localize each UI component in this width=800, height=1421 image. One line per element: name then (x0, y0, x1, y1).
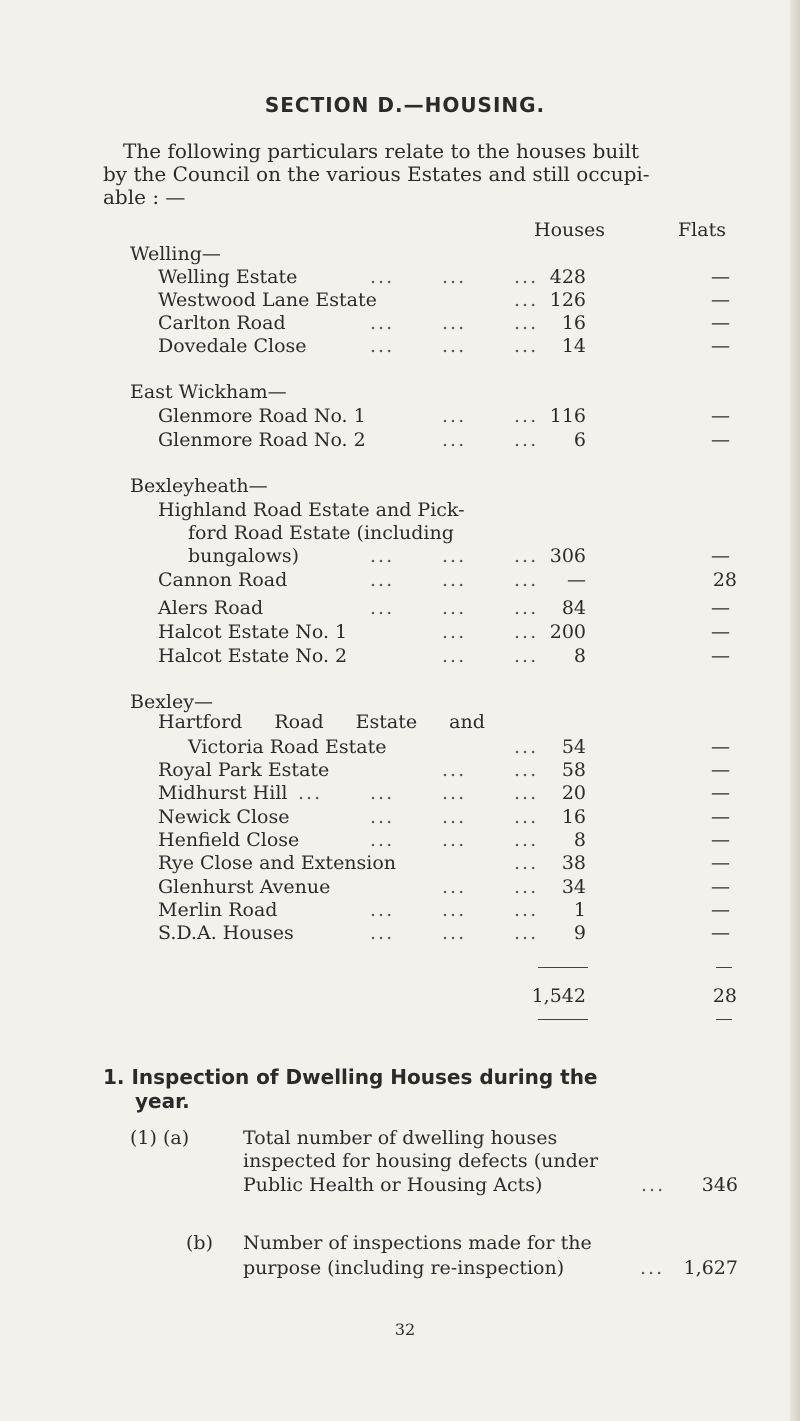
leader-dots: ... (442, 266, 467, 288)
leader-dots: ... (370, 899, 395, 921)
table-row (158, 428, 586, 452)
leader-dots: ... (514, 876, 539, 898)
intro-line: by the Council on the various Estates and still occupi- (103, 162, 650, 186)
row-label: Glenhurst Avenue (158, 876, 331, 898)
group-heading-bexley: Bexley— (130, 691, 213, 713)
leader-dots: ... (514, 405, 539, 427)
row-label-line (158, 710, 586, 734)
item-row (243, 1173, 738, 1197)
houses-value: 8 (573, 645, 586, 667)
total-row (500, 984, 586, 1008)
table-row (158, 921, 586, 945)
leader-dots: ... (442, 621, 467, 643)
table-row (158, 875, 586, 899)
row-label: Midhurst Hill (158, 782, 288, 804)
leader-dots: ... (442, 545, 467, 567)
leader-dots: ... (442, 429, 467, 451)
column-header-houses: Houses (534, 219, 605, 241)
row-label-line: ford Road Estate (including (188, 522, 454, 544)
table-row (158, 898, 586, 922)
section-title: SECTION D.—HOUSING. (264, 93, 546, 117)
houses-value: 200 (549, 621, 586, 643)
flats-value: — (711, 852, 730, 874)
total-rule (716, 967, 732, 968)
row-label: Glenmore Road No. 2 (158, 429, 366, 451)
houses-value: 16 (561, 806, 586, 828)
houses-value: 6 (573, 429, 586, 451)
leader-dots: ... (442, 645, 467, 667)
flats-cell (700, 898, 730, 922)
table-row (158, 568, 586, 592)
item-marker: (b) (186, 1232, 213, 1254)
leader-dots: ... (370, 569, 395, 591)
leader-dots: ... (514, 645, 539, 667)
table-row (158, 758, 586, 782)
total-rule (716, 1019, 732, 1020)
leader-dots: ... (514, 829, 539, 851)
flats-value: — (711, 806, 730, 828)
row-label: Dovedale Close (158, 335, 307, 357)
leader-dots: ... (514, 289, 539, 311)
intro-line: The following particulars relate to the houses built (123, 139, 640, 163)
leader-dots: ... (514, 429, 539, 451)
flats-cell (700, 805, 730, 829)
leader-dots: ... (514, 545, 539, 567)
leader-dots: ... (442, 335, 467, 357)
table-row (158, 781, 586, 805)
flats-value: — (711, 645, 730, 667)
leader-dots: ... (442, 782, 467, 804)
total-rule (538, 967, 588, 968)
row-label: Cannon Road (158, 569, 288, 591)
page-number: 32 (394, 1320, 416, 1339)
leader-dots: ... (514, 806, 539, 828)
flats-cell (700, 781, 730, 805)
flats-cell (700, 288, 730, 312)
flats-cell (700, 735, 730, 759)
flats-value: — (711, 899, 730, 921)
flats-value: — (711, 759, 730, 781)
leader-dots: ... (514, 335, 539, 357)
flats-cell (700, 428, 730, 452)
row-label: Halcot Estate No. 2 (158, 645, 348, 667)
row-label: Alers Road (158, 597, 264, 619)
leader-dots: ... (442, 922, 467, 944)
flats-value: — (711, 829, 730, 851)
row-label: Carlton Road (158, 312, 286, 334)
leader-dots: ... (298, 782, 323, 804)
total-flats-cell (700, 984, 737, 1008)
flats-value: — (711, 289, 730, 311)
leader-dots: ... (514, 782, 539, 804)
flats-value: — (711, 429, 730, 451)
row-label: Merlin Road (158, 899, 278, 921)
leader-dots: ... (514, 312, 539, 334)
table-row (158, 596, 586, 620)
intro-line: able : — (103, 185, 186, 209)
houses-value: 8 (573, 829, 586, 851)
leader-dots: ... (442, 876, 467, 898)
leader-dots: ... (514, 597, 539, 619)
table-row (158, 288, 586, 312)
flats-value: — (711, 266, 730, 288)
row-label: Halcot Estate No. 1 (158, 621, 348, 643)
houses-value: 16 (561, 312, 586, 334)
item-text: Public Health or Housing Acts) (243, 1174, 543, 1196)
flats-cell (700, 544, 730, 568)
table-row (188, 735, 586, 759)
table-row (158, 265, 586, 289)
group-heading-welling: Welling— (130, 243, 221, 265)
item-text: purpose (including re-inspection) (243, 1257, 565, 1279)
row-label-line: Highland Road Estate and Pick- (158, 499, 465, 521)
leader-dots: ... (442, 899, 467, 921)
leader-dots: ... (370, 312, 395, 334)
flats-cell (700, 568, 737, 592)
item-row (243, 1256, 738, 1280)
flats-value: — (711, 922, 730, 944)
houses-value: 428 (549, 266, 586, 288)
flats-value: — (711, 405, 730, 427)
inspection-heading (103, 1065, 703, 1113)
flats-cell (700, 758, 730, 782)
houses-value: 54 (561, 736, 586, 758)
table-row (158, 851, 586, 875)
leader-dots: ... (370, 335, 395, 357)
houses-value: 306 (549, 545, 586, 567)
group-heading-east-wickham: East Wickham— (130, 381, 287, 403)
leader-dots: ... (514, 569, 539, 591)
houses-value: 84 (561, 597, 586, 619)
row-label: Westwood Lane Estate (158, 289, 377, 311)
group-heading-bexleyheath: Bexleyheath— (130, 475, 268, 497)
item-text: Number of inspections made for the (243, 1232, 592, 1254)
table-row (158, 644, 586, 668)
column-header-flats: Flats (678, 219, 726, 241)
inspection-title-line: 1. Inspection of Dwelling Houses during the (103, 1065, 598, 1089)
houses-value: 126 (549, 289, 586, 311)
houses-value: 14 (561, 335, 586, 357)
leader-dots: ... (442, 312, 467, 334)
table-row (158, 334, 586, 358)
item-text: inspected for housing defects (under (243, 1150, 599, 1172)
houses-value: 116 (549, 405, 586, 427)
item-value: 1,627 (683, 1257, 738, 1279)
flats-cell (700, 596, 730, 620)
item-value: 346 (701, 1174, 738, 1196)
houses-value: 38 (561, 852, 586, 874)
leader-dots: ... (370, 782, 395, 804)
leader-dots: ... (442, 759, 467, 781)
houses-value: 9 (573, 922, 586, 944)
row-label: Glenmore Road No. 1 (158, 405, 366, 427)
leader-dots: ... (370, 597, 395, 619)
table-row (188, 544, 586, 568)
leader-dots: ... (514, 736, 539, 758)
hartford-label: Hartford Road Estate and (158, 711, 485, 733)
leader-dots: ... (370, 829, 395, 851)
leader-dots: ... (442, 829, 467, 851)
total-houses: 1,542 (531, 985, 586, 1007)
table-row (158, 404, 586, 428)
leader-dots: ... (370, 266, 395, 288)
intro-paragraph (103, 140, 743, 209)
table-row (158, 311, 586, 335)
item-text: Total number of dwelling houses (243, 1127, 558, 1149)
table-row (158, 620, 586, 644)
flats-cell (700, 644, 730, 668)
flats-cell (700, 311, 730, 335)
row-label: S.D.A. Houses (158, 922, 294, 944)
leader-dots: ... (442, 806, 467, 828)
row-label: Rye Close and Extension (158, 852, 397, 874)
houses-value: 58 (561, 759, 586, 781)
flats-cell (700, 828, 730, 852)
total-rule (538, 1019, 588, 1020)
flats-cell (700, 334, 730, 358)
flats-value: — (711, 621, 730, 643)
total-flats: 28 (712, 985, 737, 1007)
leader-dots: ... (514, 759, 539, 781)
leader-dots: ... (640, 1257, 665, 1279)
houses-value: 34 (561, 876, 586, 898)
leader-dots: ... (641, 1174, 666, 1196)
flats-cell (700, 875, 730, 899)
row-label: Newick Close (158, 806, 290, 828)
flats-cell (700, 921, 730, 945)
flats-cell (700, 620, 730, 644)
row-label: Henfield Close (158, 829, 300, 851)
row-label: Victoria Road Estate (188, 736, 387, 758)
leader-dots: ... (442, 405, 467, 427)
leader-dots: ... (370, 922, 395, 944)
flats-cell (700, 404, 730, 428)
leader-dots: ... (514, 266, 539, 288)
flats-cell (700, 851, 730, 875)
page-edge (790, 0, 800, 1421)
flats-value: — (711, 782, 730, 804)
leader-dots: ... (514, 922, 539, 944)
houses-value: — (567, 569, 586, 591)
leader-dots: ... (442, 569, 467, 591)
flats-value: — (711, 312, 730, 334)
leader-dots: ... (442, 597, 467, 619)
row-label: Welling Estate (158, 266, 298, 288)
leader-dots: ... (370, 545, 395, 567)
table-row (158, 828, 586, 852)
item-marker: (1) (a) (130, 1127, 190, 1149)
flats-value: — (711, 876, 730, 898)
flats-value: — (711, 736, 730, 758)
inspection-title-line: year. (135, 1089, 190, 1113)
flats-value: 28 (712, 569, 737, 591)
flats-cell (700, 265, 730, 289)
flats-value: — (711, 545, 730, 567)
leader-dots: ... (370, 806, 395, 828)
row-label: Royal Park Estate (158, 759, 330, 781)
leader-dots: ... (514, 852, 539, 874)
flats-value: — (711, 597, 730, 619)
row-label: bungalows) (188, 545, 300, 567)
flats-value: — (711, 335, 730, 357)
leader-dots: ... (514, 899, 539, 921)
houses-value: 1 (573, 899, 586, 921)
houses-value: 20 (561, 782, 586, 804)
leader-dots: ... (514, 621, 539, 643)
table-row (158, 805, 586, 829)
